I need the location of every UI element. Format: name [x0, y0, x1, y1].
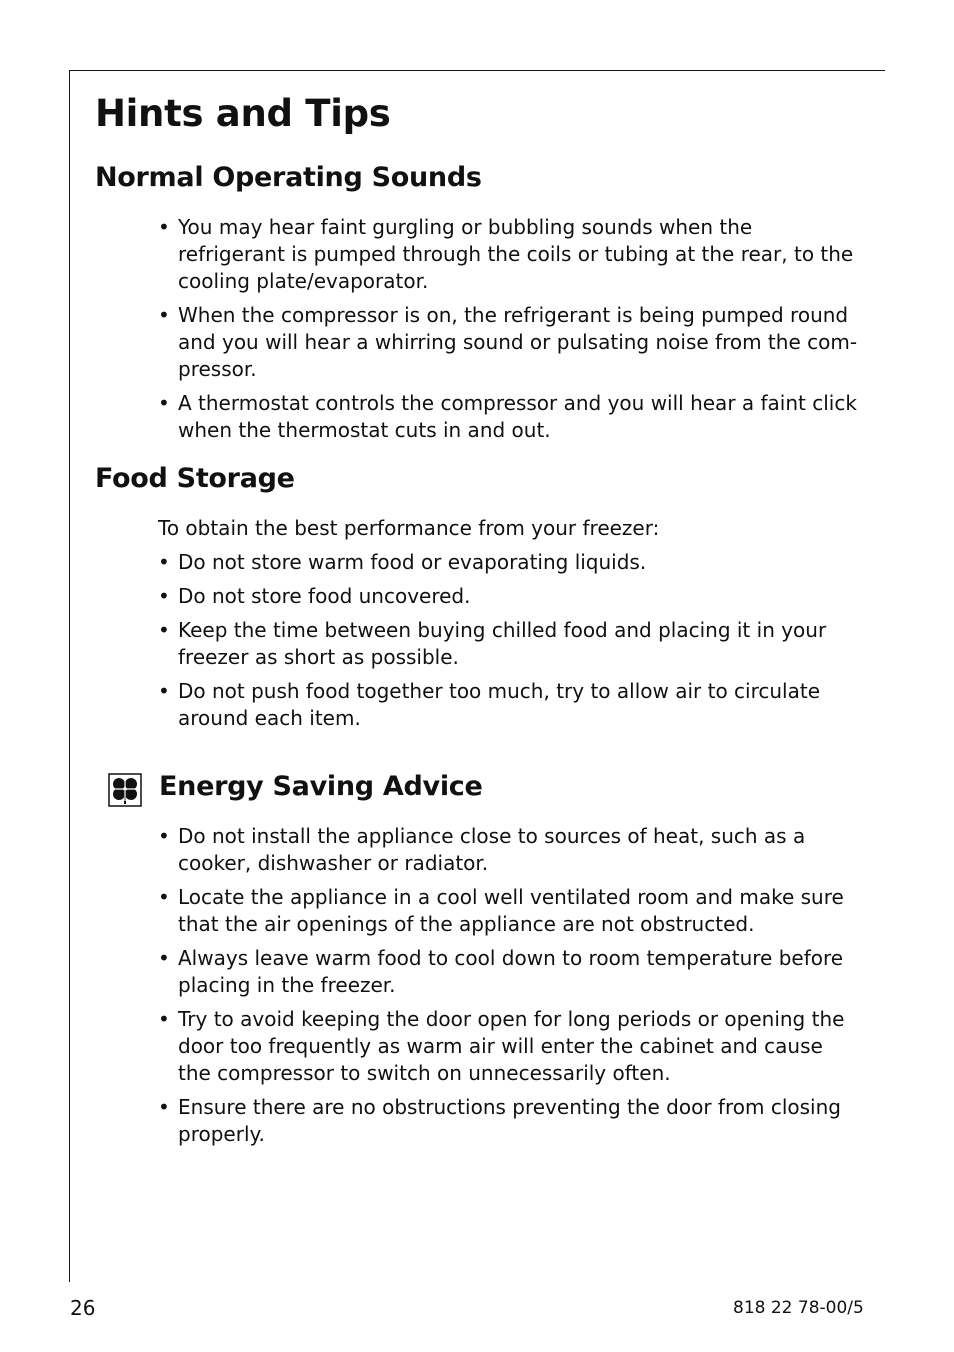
left-rule [69, 70, 70, 1282]
list-item: • Always leave warm food to cool down to room temperature before placing in the freezer. [158, 945, 858, 999]
heading-normal-operating-sounds: Normal Operating Sounds [95, 162, 482, 193]
list-item: • Ensure there are no obstructions preventing the door from closing properly. [158, 1094, 858, 1148]
list-item: • Do not store warm food or evaporating liquids. [158, 549, 858, 576]
list-energy-saving [158, 823, 858, 1155]
food-storage-intro: To obtain the best performance from your freezer: [158, 516, 660, 540]
page-title: Hints and Tips [95, 92, 391, 135]
list-item: • Do not push food together too much, try to allow air to circulate around each item. [158, 678, 858, 732]
list-item: • When the compressor is on, the refrigerant is being pumped round and you will hear a whirring sound or pulsating noise from the com- pressor. [158, 302, 858, 383]
list-item: • Keep the time between buying chilled food and placing it in your freezer as short as possible. [158, 617, 858, 671]
list-food-storage [158, 549, 858, 739]
list-normal-operating-sounds [158, 214, 858, 451]
list-item: • Try to avoid keeping the door open for long periods or opening the door too frequently as warm air will enter the cabinet and cause the compressor to switch on unnecessarily often. [158, 1006, 858, 1087]
clover-leaf-icon [108, 773, 142, 807]
list-item: • You may hear faint gurgling or bubbling sounds when the refrigerant is pumped through the coils or tubing at the rear, to the cooling plate/evaporator. [158, 214, 858, 295]
list-item: • A thermostat controls the compressor and you will hear a faint click when the thermostat cuts in and out. [158, 390, 858, 444]
list-item: • Locate the appliance in a cool well ventilated room and make sure that the air openings of the appliance are not obstructed. [158, 884, 858, 938]
page-number: 26 [70, 1296, 96, 1320]
document-code: 818 22 78-00/5 [733, 1298, 864, 1318]
heading-food-storage: Food Storage [95, 463, 295, 494]
list-item: • Do not store food uncovered. [158, 583, 858, 610]
list-item: • Do not install the appliance close to sources of heat, such as a cooker, dishwasher or radiator. [158, 823, 858, 877]
heading-energy-saving-advice: Energy Saving Advice [159, 771, 483, 802]
top-rule [69, 70, 885, 71]
